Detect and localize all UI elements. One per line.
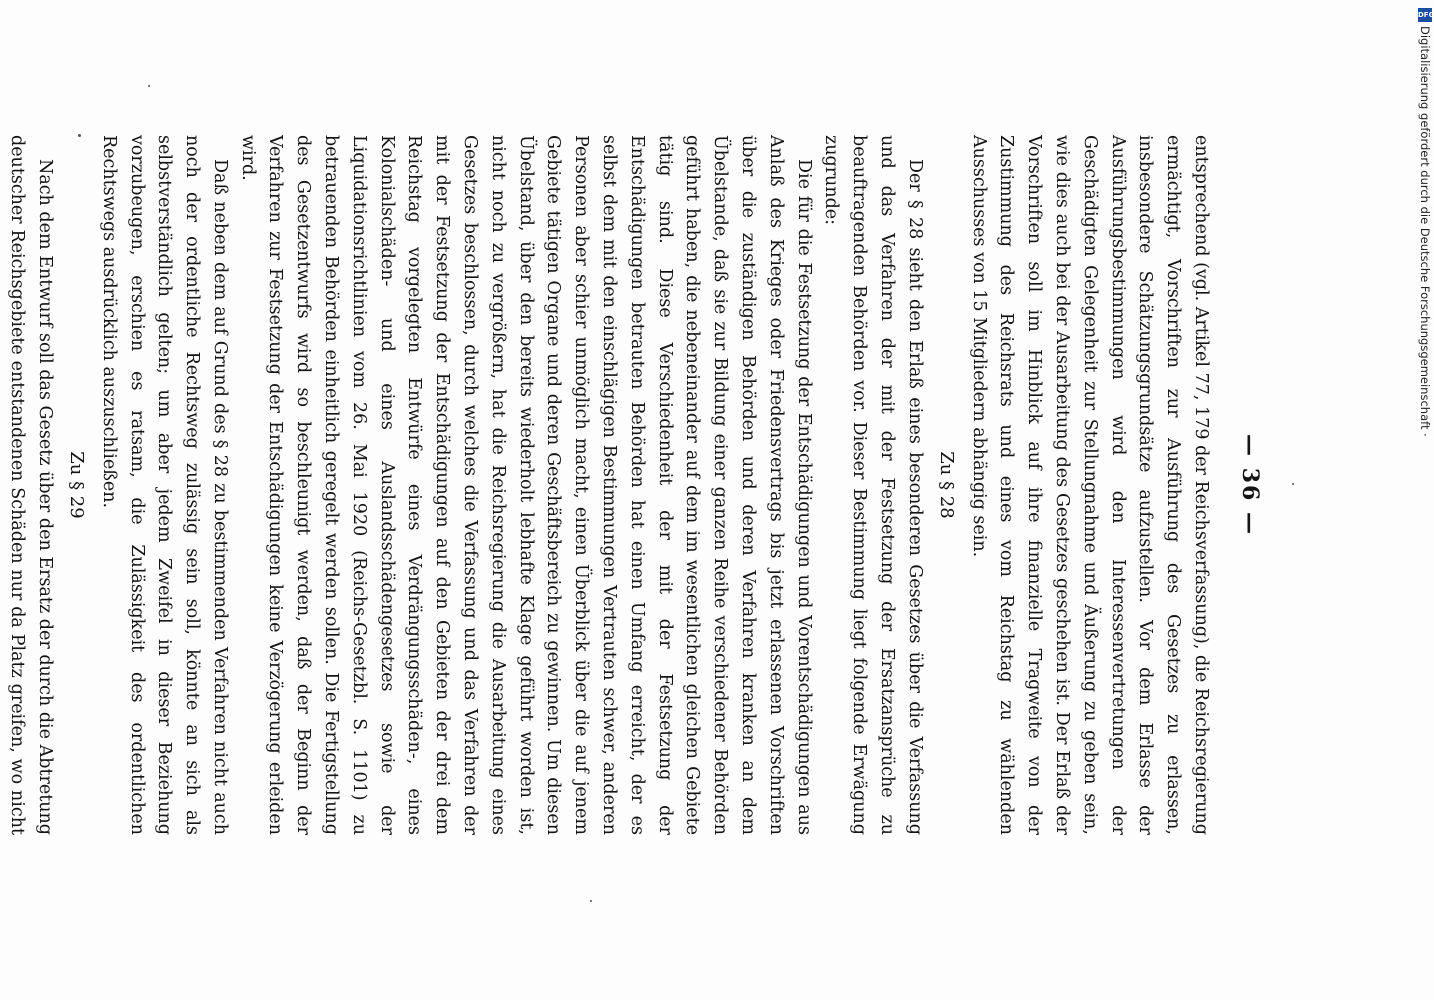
dfg-logo: DFG bbox=[1418, 8, 1432, 22]
document-body bbox=[0, 135, 1214, 835]
scan-speck bbox=[590, 900, 592, 902]
scan-speck bbox=[78, 134, 81, 137]
section-heading: Zu § 29 bbox=[65, 451, 87, 519]
rotated-text-block bbox=[7, 135, 1270, 835]
paragraph: Die für die Festsetzung der Entschädigungen und Vorentschädigungen aus Anlaß des Krieges oder Friedensvertrags bis jetzt erlassenen Vorschriften über die zuständigen Behörden und deren Verfahren kranken an dem Übelstande, daß sie zur Bildung einer ganzen Reihe verschiedener Behörden geführt haben, die nebeneinander auf dem im wesentlichen gleichen Gebiete tätig sind. Diese Verschiedenheit der mit der Festsetzung der Entschädigungen betrauten Behörden hat einen Umfang erreicht, der es selbst dem mit den einschlägigen Bestimmungen Vertrauten schwer, anderen Personen aber schier unmöglich macht, einen Überblick über die auf jenem Gebiete tätigen Organe und deren Geschäftsbereich zu gewinnen. Um diesen Übelstand, über den bereits wiederholt lebhafte Klage geführt worden ist, nicht noch zu vergrößern, hat die Reichsregierung die Ausarbeitung eines Gesetzes beschlossen, durch welches die Verfassung und das Verfahren der mit der Festsetzung der Entschädigungen auf den Gebieten der drei dem Reichstag vorgelegten Entwürfe eines Verdrängungsschäden-, eines Kolonialschäden- und eines Auslandsschädengesetzes sowie der Liquidationsrichtlinien vom 26. Mai 1920 (Reichs-Gesetzbl. S. 1101) zu betrauenden Behörden einheitlich geregelt werden sollen. Die Fertigstellung des Gesetzentwurfs wird so beschleunigt werden, daß der Beginn der Verfahren zur Festsetzung der Entschädigungen keine Verzögerung erleiden wird. bbox=[237, 135, 814, 835]
scan-speck bbox=[1292, 483, 1294, 485]
paragraph: Daß neben dem auf Grund des § 28 zu bestimmenden Verfahren nicht auch noch der ordentliche Rechtsweg zulässig sein soll, könnte an sich als selbstverständlich gelten; um aber jedem Zweifel in dieser Beziehung vorzubeugen, erschien es ratsam, die Zulässigkeit des ordentlichen Rechtswegs ausdrücklich auszuschließen. bbox=[98, 135, 230, 835]
section-heading: Zu § 28 bbox=[935, 451, 957, 519]
page-number-header: — 36 — bbox=[1237, 434, 1263, 536]
paragraph: entsprechend (vgl. Artikel 77, 179 der Reichsverfassung), die Reichsregierung ermächtigt, Vorschriften zur Ausführung des Gesetzes zu erlassen, insbesondere Schätzungsgrundsätze aufzustellen. Vor dem Erlasse der Ausführungsbestimmungen wird den Interessenvertretungen der Geschädigten Gelegenheit zur Stellungnahme und Äußerung zu geben sein, wie dies auch bei der Ausarbeitung des Gesetzes geschehen ist. Der Erlaß der Vorschriften soll im Hinblick auf ihre finanzielle Tragweite von der Zustimmung des Reichsrats und eines vom Reichstag zu wählenden Ausschusses von 15 Mitgliedern abhängig sein. bbox=[968, 135, 1211, 835]
paragraph: Nach dem Entwurf soll das Gesetz über den Ersatz der durch die Abtretung deutscher Reichsgebiete entstandenen Schäden nur da Platz greifen, wo nicht bbox=[7, 135, 55, 835]
funding-note: Digitalisierung gefördert durch die Deutsche Forschungsgemeinschaft · bbox=[1418, 26, 1432, 437]
scan-speck bbox=[148, 85, 150, 87]
paragraph: Der § 28 sieht den Erlaß eines besonderen Gesetzes über die Verfassung und das Verfahren der mit der Festsetzung der Ersatzansprüche zu beauftragenden Behörden vor. Dieser Bestimmung liegt folgende Erwägung zugrunde: bbox=[821, 135, 925, 835]
